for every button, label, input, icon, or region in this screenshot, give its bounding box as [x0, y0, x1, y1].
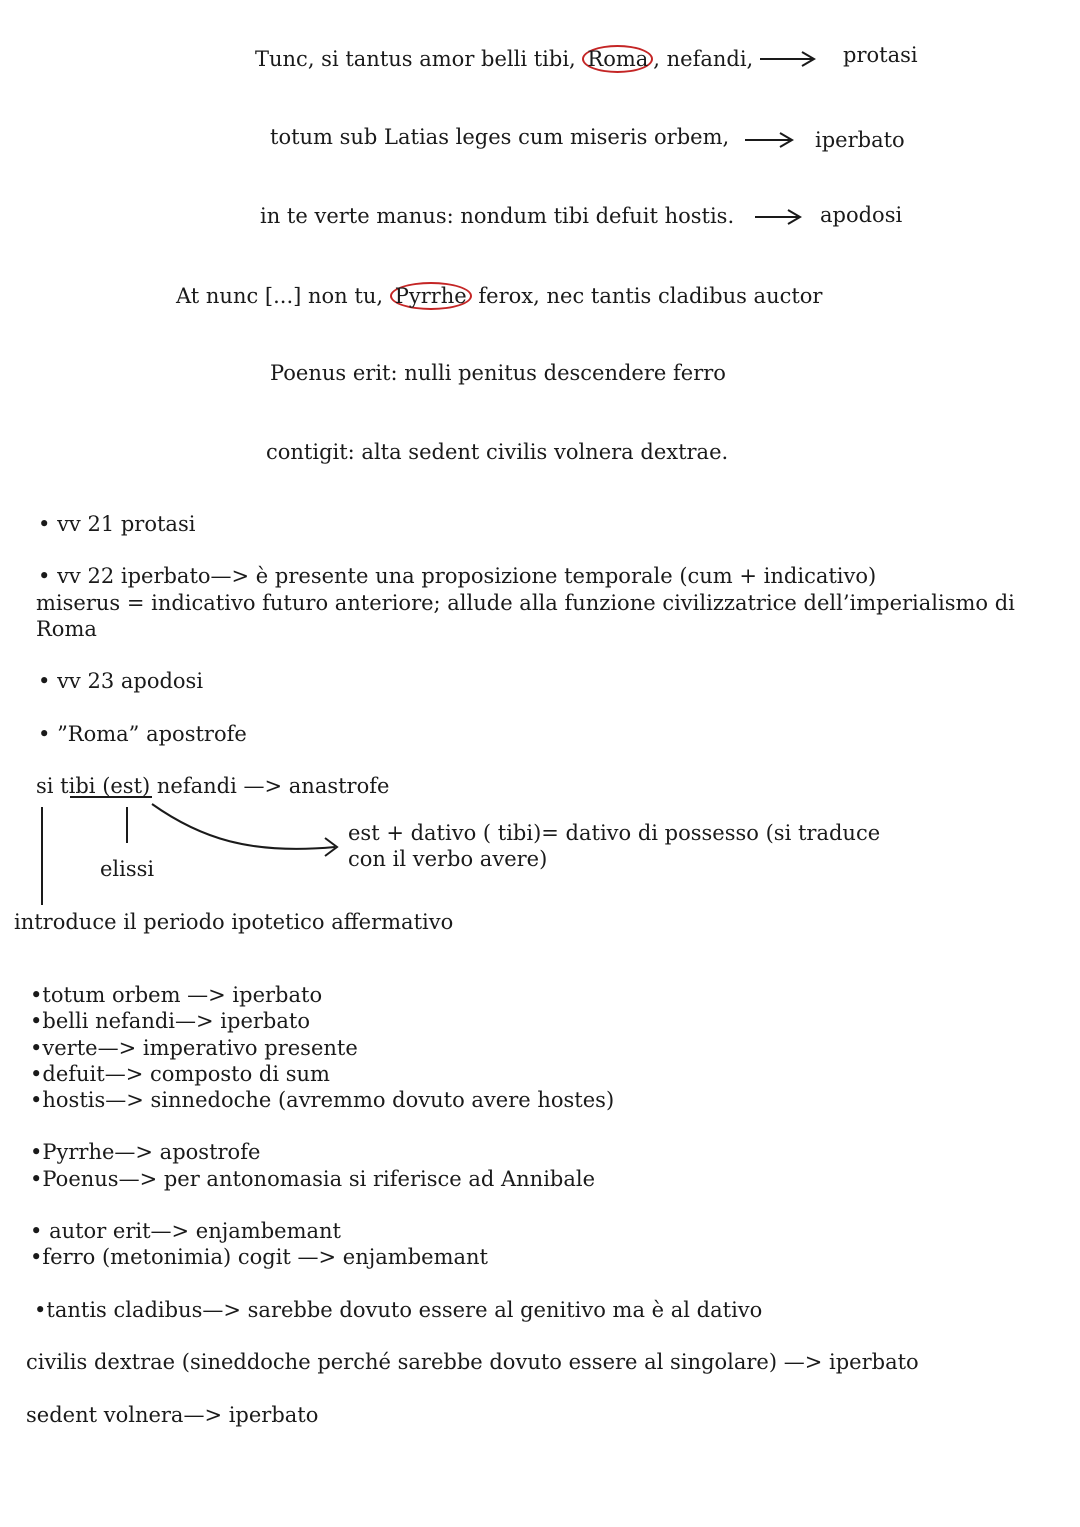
note-tantis: •tantis cladibus—> sarebbe dovuto essere al genitivo ma è al dativo [34, 1298, 763, 1322]
arrow-icon [755, 210, 800, 224]
verse-2: totum sub Latias leges cum miseris orbem, [270, 125, 730, 149]
list-item: •Poenus—> per antonomasia si riferisce ad Annibale [30, 1167, 596, 1191]
verse-3-label: apodosi [820, 203, 903, 227]
list-item: •verte—> imperativo presente [30, 1036, 358, 1060]
circled-word-roma: Roma [582, 45, 653, 73]
list-item: •defuit—> composto di sum [30, 1062, 330, 1086]
note-vv21: • vv 21 protasi [38, 512, 196, 536]
note-civilis: civilis dextrae (sineddoche perché sarebbe dovuto essere al singolare) —> iperbato [26, 1350, 919, 1374]
list-item: •Pyrrhe—> apostrofe [30, 1140, 261, 1164]
elissi-label: elissi [100, 857, 155, 881]
note-vv22: • vv 22 iperbato—> è presente una proposizione temporale (cum + indicativo) [38, 564, 877, 588]
arrow-icon [745, 133, 792, 147]
list-item: •hostis—> sinnedoche (avremmo dovuto avere hostes) [30, 1088, 615, 1112]
note-sedent: sedent volnera—> iperbato [26, 1403, 319, 1427]
verse-5: Poenus erit: nulli penitus descendere ferro [270, 361, 726, 385]
verse-1-label: protasi [843, 43, 918, 67]
introduce-label: introduce il periodo ipotetico affermativo [14, 910, 454, 934]
verse-4: At nunc [...] non tu, Pyrrhe ferox, nec tantis cladibus auctor [176, 284, 823, 308]
verse-1: Tunc, si tantus amor belli tibi, Roma , nefandi, [255, 47, 754, 71]
note-miserus-2: Roma [36, 617, 97, 641]
dativo-note-2: con il verbo avere) [348, 847, 548, 871]
verse-6: contigit: alta sedent civilis volnera dextrae. [266, 440, 729, 464]
list-item: • autor erit—> enjambemant [30, 1219, 341, 1243]
note-roma-apostrofe: • ”Roma” apostrofe [38, 722, 247, 746]
diagram-line: si tibi (est) nefandi —> anastrofe [36, 774, 390, 798]
dativo-note-1: est + dativo ( tibi)= dativo di possesso (si traduce [348, 821, 881, 845]
note-vv23: • vv 23 apodosi [38, 669, 204, 693]
verse-2-label: iperbato [815, 128, 905, 152]
note-miserus-1: miserus = indicativo futuro anteriore; allude alla funzione civilizzatrice dell’imperialismo di [36, 591, 1015, 615]
circled-word-pyrrhe: Pyrrhe [390, 282, 472, 310]
curve-arrow [152, 804, 335, 849]
arrow-icon [760, 52, 814, 66]
list-item: •totum orbem —> iperbato [30, 983, 323, 1007]
list-item: •belli nefandi—> iperbato [30, 1009, 310, 1033]
list-item: •ferro (metonimia) cogit —> enjambemant [30, 1245, 488, 1269]
verse-3: in te verte manus: nondum tibi defuit hostis. [260, 204, 735, 228]
